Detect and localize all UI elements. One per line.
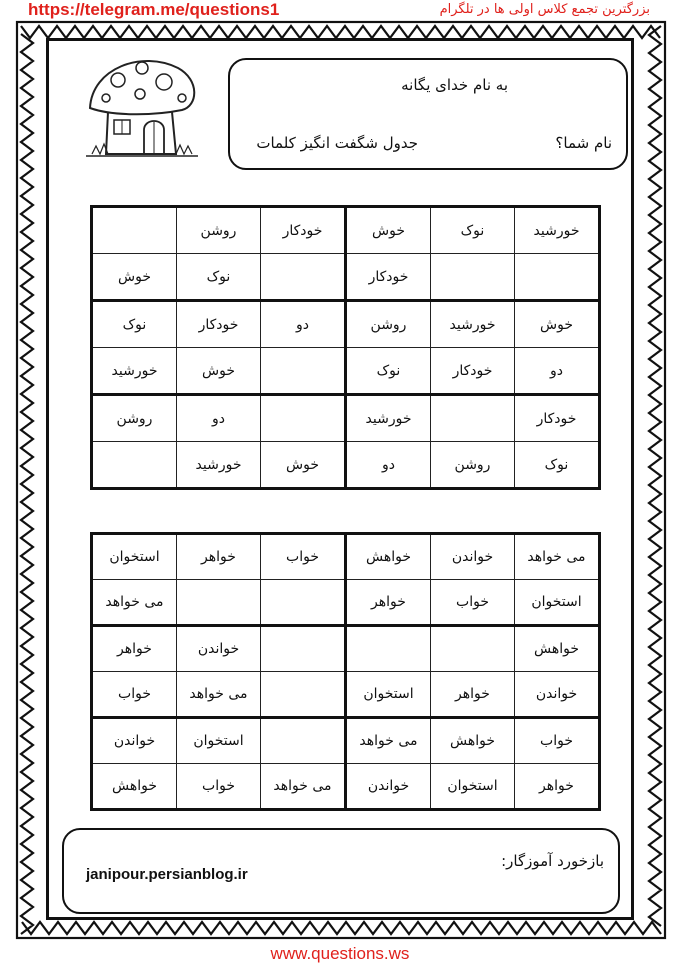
grid1-cell[interactable]: روشن [346,301,431,348]
grid1-cell[interactable]: خودکار [177,301,261,348]
grid1-cell[interactable]: روشن [431,442,515,489]
grid2-row [92,764,600,810]
grid1-row [92,207,600,254]
zigzag-edge [649,26,661,926]
grid1-cell[interactable]: خورشید [515,207,600,254]
grid2-cell[interactable]: می خواهد [515,534,600,580]
grid1-cell[interactable]: خوش [515,301,600,348]
grid2-row [92,718,600,764]
grid1-row [92,348,600,395]
grid1-cell[interactable]: خودکار [261,207,346,254]
grid1-cell[interactable]: خورشید [431,301,515,348]
grid1-cell[interactable] [92,442,177,489]
grid2-cell[interactable]: استخوان [515,580,600,626]
grid2-cell[interactable]: خواندن [431,534,515,580]
grid1-cell[interactable]: روشن [92,395,177,442]
grid2-cell[interactable]: خواندن [515,672,600,718]
promo-banner: بزرگترین تجمع کلاس اولی ها در تلگرام [439,2,650,17]
grid2-cell[interactable] [261,718,346,764]
zigzag-edge [21,34,33,934]
grid1-cell[interactable]: خودکار [431,348,515,395]
grid1-cell[interactable]: نوک [346,348,431,395]
grid1-cell[interactable]: خورشید [92,348,177,395]
grid1-cell[interactable]: نوک [177,254,261,301]
website-link[interactable]: www.questions.ws [270,944,410,963]
grid2-cell[interactable]: خواب [177,764,261,810]
grid2-cell[interactable]: خواهش [431,718,515,764]
grid1-cell[interactable]: دو [177,395,261,442]
grid1-cell[interactable]: دو [261,301,346,348]
grid2-cell[interactable]: استخوان [346,672,431,718]
grid1-row [92,254,600,301]
grid1-cell[interactable] [261,348,346,395]
grid2-cell[interactable]: خواهر [346,580,431,626]
grid1-row [92,395,600,442]
grid2-cell[interactable]: خواندن [92,718,177,764]
telegram-link[interactable]: https://telegram.me/questions1 [28,0,280,19]
grid2-cell[interactable] [431,626,515,672]
grid2-cell[interactable]: خواهش [92,764,177,810]
grid1-cell[interactable]: خورشید [177,442,261,489]
word-sudoku-grid-2 [90,532,601,811]
grid1-cell[interactable] [515,254,600,301]
grid1-cell[interactable]: نوک [431,207,515,254]
grid2-cell[interactable]: خواب [431,580,515,626]
grid1-cell[interactable]: خورشید [346,395,431,442]
grid1-cell[interactable] [261,395,346,442]
zigzag-edge [22,922,661,934]
grid2-cell[interactable] [346,626,431,672]
grid1-cell[interactable]: خوش [261,442,346,489]
teacher-feedback-label: بازخورد آموزگار: [501,852,604,870]
grid2-cell[interactable] [177,580,261,626]
grid2-cell[interactable] [261,626,346,672]
grid1-cell[interactable]: خودکار [346,254,431,301]
grid2-row [92,626,600,672]
grid1-cell[interactable]: خوش [177,348,261,395]
grid1-cell[interactable]: دو [515,348,600,395]
grid2-row [92,580,600,626]
grid1-cell[interactable]: نوک [92,301,177,348]
grid1-row [92,301,600,348]
grid2-cell[interactable]: خواهش [346,534,431,580]
grid2-cell[interactable]: خواب [261,534,346,580]
zigzag-edge [21,26,660,38]
worksheet-subtitle: جدول شگفت انگیز کلمات [256,134,418,152]
grid2-cell[interactable]: می خواهد [261,764,346,810]
grid2-cell[interactable]: خواب [515,718,600,764]
grid1-cell[interactable]: نوک [515,442,600,489]
grid2-cell[interactable] [261,672,346,718]
grid1-cell[interactable] [431,395,515,442]
grid2-cell[interactable]: استخوان [177,718,261,764]
grid2-cell[interactable]: می خواهد [346,718,431,764]
grid1-cell[interactable]: روشن [177,207,261,254]
grid2-cell[interactable]: استخوان [92,534,177,580]
grid2-cell[interactable]: خواهر [92,626,177,672]
grid2-cell[interactable]: خواندن [346,764,431,810]
grid1-cell[interactable]: خوش [92,254,177,301]
grid1-cell[interactable] [92,207,177,254]
grid2-row [92,672,600,718]
grid2-row [92,534,600,580]
word-sudoku-grid-1 [90,205,601,490]
name-label: نام شما؟ [555,134,612,152]
grid2-cell[interactable]: می خواهد [92,580,177,626]
grid1-cell[interactable]: خوش [346,207,431,254]
grid2-cell[interactable]: خواهر [515,764,600,810]
page-heading: به نام خدای یگانه [401,76,508,94]
feedback-box [62,828,620,914]
mushroom-house-icon [82,50,202,162]
grid1-cell[interactable]: دو [346,442,431,489]
grid2-cell[interactable]: خواهش [515,626,600,672]
grid2-cell[interactable]: استخوان [431,764,515,810]
grid2-cell[interactable]: خواهر [177,534,261,580]
grid1-cell[interactable] [261,254,346,301]
grid2-cell[interactable] [261,580,346,626]
grid2-cell[interactable]: خواندن [177,626,261,672]
title-box [228,58,628,170]
grid1-cell[interactable]: خودکار [515,395,600,442]
grid2-cell[interactable]: می خواهد [177,672,261,718]
grid2-cell[interactable]: خواهر [431,672,515,718]
blog-address[interactable]: janipour.persianblog.ir [86,866,248,883]
grid1-cell[interactable] [431,254,515,301]
grid2-cell[interactable]: خواب [92,672,177,718]
grid1-row [92,442,600,489]
